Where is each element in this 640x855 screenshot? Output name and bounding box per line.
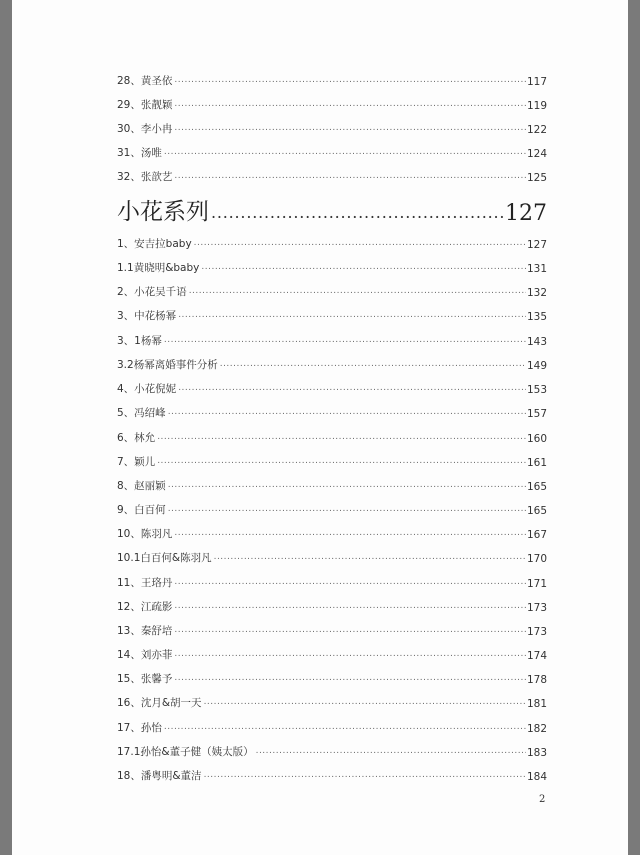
toc-entry[interactable] — [117, 765, 547, 783]
toc-entry[interactable] — [117, 475, 547, 493]
toc-entry[interactable] — [117, 547, 547, 565]
toc-label: 4、小花倪妮 — [117, 383, 177, 395]
toc-entry[interactable] — [117, 451, 547, 469]
toc-label: 12、江疏影 — [117, 601, 173, 613]
dot-leader — [174, 648, 526, 660]
toc-page: 183 — [526, 747, 547, 759]
toc-page: 125 — [526, 172, 547, 184]
toc-label: 10.1白百何&陈羽凡 — [117, 552, 212, 564]
toc-entry[interactable] — [117, 668, 547, 686]
toc-label: 7、颖儿 — [117, 456, 156, 468]
toc-section-heading[interactable] — [117, 190, 547, 226]
toc-entry[interactable] — [117, 94, 547, 112]
dot-leader — [211, 205, 504, 221]
toc-page: 119 — [526, 100, 547, 112]
dot-leader — [220, 358, 526, 370]
toc-label: 5、冯绍峰 — [117, 407, 166, 419]
dot-leader — [157, 431, 526, 443]
dot-leader — [189, 285, 526, 297]
dot-leader — [157, 455, 526, 467]
toc-entry[interactable] — [117, 523, 547, 541]
toc-page: 127 — [526, 239, 547, 251]
toc-label: 2、小花吴千语 — [117, 286, 187, 298]
section-page: 127 — [505, 201, 547, 226]
dot-leader — [174, 170, 526, 182]
toc-page: 153 — [526, 384, 547, 396]
toc-page: 160 — [526, 433, 547, 445]
toc-label: 30、李小冉 — [117, 123, 173, 135]
dot-leader — [174, 600, 526, 612]
toc-label: 15、张馨予 — [117, 673, 173, 685]
toc-page: 132 — [526, 287, 547, 299]
toc-page: 143 — [526, 336, 547, 348]
toc-label: 18、潘粤明&董洁 — [117, 770, 202, 782]
toc-page: 182 — [526, 723, 547, 735]
toc-page: 174 — [526, 650, 547, 662]
toc-page: 124 — [526, 148, 547, 160]
dot-leader — [174, 98, 526, 110]
toc-label: 13、秦舒培 — [117, 625, 173, 637]
toc-page: 173 — [526, 626, 547, 638]
toc-entry[interactable] — [117, 281, 547, 299]
toc-entry[interactable] — [117, 741, 547, 759]
toc-label: 3.2杨幂离婚事件分析 — [117, 359, 218, 371]
toc-page: 165 — [526, 505, 547, 517]
toc-label: 9、白百何 — [117, 504, 166, 516]
dot-leader — [164, 721, 526, 733]
document-page — [12, 0, 628, 855]
toc-entry[interactable] — [117, 499, 547, 517]
dot-leader — [168, 479, 526, 491]
dot-leader — [194, 237, 526, 249]
toc-page: 181 — [526, 698, 547, 710]
dot-leader — [201, 261, 526, 273]
toc-entry[interactable] — [117, 142, 547, 160]
dot-leader — [174, 122, 526, 134]
toc-label: 28、黄圣依 — [117, 75, 173, 87]
toc-label: 17、孙怡 — [117, 722, 162, 734]
toc-label: 1.1黄晓明&baby — [117, 262, 200, 274]
toc-entry[interactable] — [117, 354, 547, 372]
toc-page: 135 — [526, 311, 547, 323]
toc-label: 8、赵丽颖 — [117, 480, 166, 492]
toc-page: 131 — [526, 263, 547, 275]
toc-label: 32、张歆艺 — [117, 171, 173, 183]
toc-entry[interactable] — [117, 118, 547, 136]
toc-label: 3、中花杨幂 — [117, 310, 177, 322]
toc-label: 10、陈羽凡 — [117, 528, 173, 540]
toc-page: 178 — [526, 674, 547, 686]
toc-entry[interactable] — [117, 70, 547, 88]
toc-label: 3、1杨幂 — [117, 335, 162, 347]
toc-entry[interactable] — [117, 166, 547, 184]
toc-page: 157 — [526, 408, 547, 420]
toc-entry[interactable] — [117, 717, 547, 735]
dot-leader — [164, 334, 526, 346]
page-number: 2 — [539, 794, 546, 805]
dot-leader — [178, 309, 526, 321]
toc-page: 117 — [526, 76, 547, 88]
toc-entry[interactable] — [117, 596, 547, 614]
toc-label: 1、安吉拉baby — [117, 238, 192, 250]
toc-label: 17.1孙怡&董子健（姨太版） — [117, 746, 254, 758]
toc-label: 16、沈月&胡一天 — [117, 697, 202, 709]
dot-leader — [174, 527, 526, 539]
dot-leader — [174, 672, 526, 684]
toc-entry[interactable] — [117, 644, 547, 662]
dot-leader — [174, 624, 526, 636]
dot-leader — [204, 696, 526, 708]
dot-leader — [174, 576, 526, 588]
toc-page: 165 — [526, 481, 547, 493]
dot-leader — [174, 74, 526, 86]
toc-entry[interactable] — [117, 305, 547, 323]
toc-entry[interactable] — [117, 427, 547, 445]
toc-label: 6、林允 — [117, 432, 156, 444]
dot-leader — [168, 406, 526, 418]
toc-label: 11、王珞丹 — [117, 577, 173, 589]
toc-page: 171 — [526, 578, 547, 590]
toc-entry[interactable] — [117, 572, 547, 590]
toc-page: 161 — [526, 457, 547, 469]
toc-label: 31、汤唯 — [117, 147, 162, 159]
toc-entry[interactable] — [117, 330, 547, 348]
toc-entry[interactable] — [117, 692, 547, 710]
toc-page: 184 — [526, 771, 547, 783]
toc-entry[interactable] — [117, 378, 547, 396]
dot-leader — [168, 503, 526, 515]
toc-label: 14、刘亦菲 — [117, 649, 173, 661]
dot-leader — [178, 382, 526, 394]
toc-entry[interactable] — [117, 233, 547, 251]
toc-page: 170 — [526, 553, 547, 565]
dot-leader — [256, 745, 526, 757]
toc-page: 173 — [526, 602, 547, 614]
toc-label: 29、张靓颖 — [117, 99, 173, 111]
toc-page: 149 — [526, 360, 547, 372]
dot-leader — [164, 146, 526, 158]
toc-entry[interactable] — [117, 620, 547, 638]
section-title: 小花系列 — [117, 199, 209, 225]
dot-leader — [204, 769, 526, 781]
toc-page: 122 — [526, 124, 547, 136]
toc-entry[interactable] — [117, 257, 547, 275]
toc-page: 167 — [526, 529, 547, 541]
toc-entry[interactable] — [117, 402, 547, 420]
dot-leader — [214, 551, 526, 563]
